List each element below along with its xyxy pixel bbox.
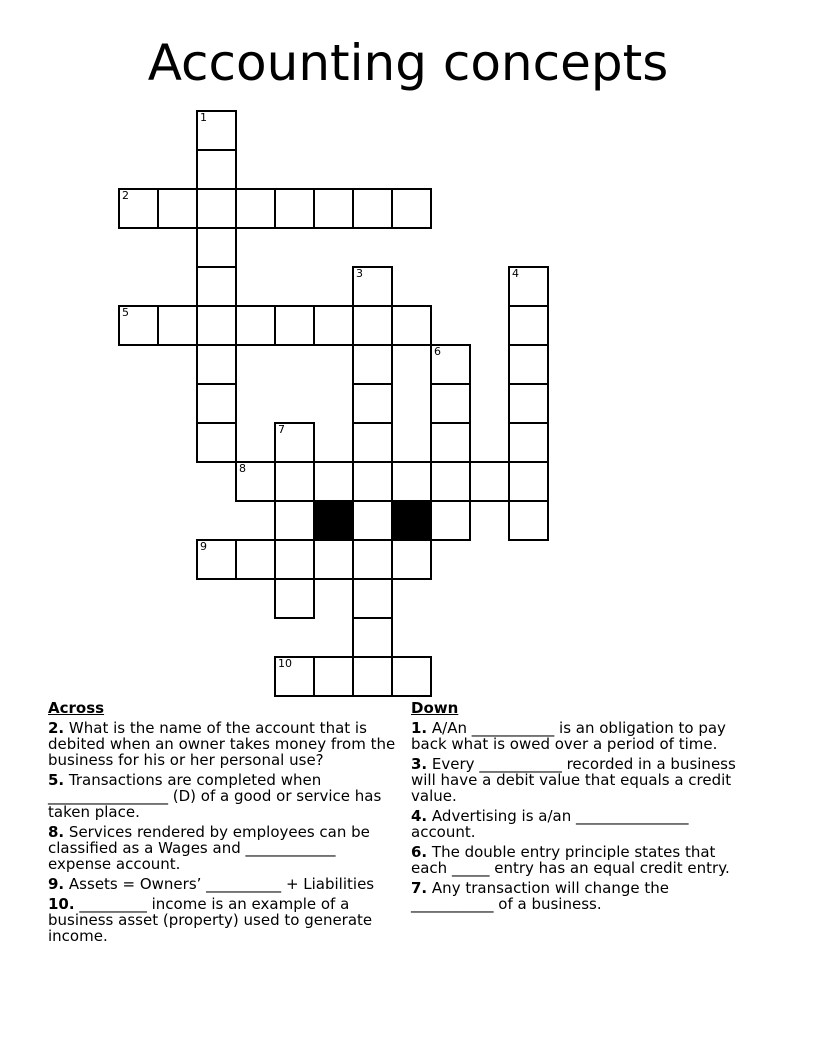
crossword-cell[interactable] [313,461,354,502]
clue-number: 1. [411,719,428,737]
clue-number-label: 8 [239,462,246,475]
crossword-cell[interactable] [430,500,471,541]
clue-text: Any transaction will change the ___________ of a business. [411,879,669,913]
across-clue-2 [48,720,400,768]
clue-number: 9. [48,875,65,893]
crossword-cell[interactable] [508,305,549,346]
crossword-cell[interactable] [391,461,432,502]
across-clue-5 [48,772,400,820]
clue-number: 3. [411,755,428,773]
crossword-cell[interactable] [196,305,237,346]
across-heading: Across [48,699,105,717]
crossword-cell[interactable] [508,266,549,307]
across-clues [48,700,400,948]
across-clue-9 [48,876,400,892]
crossword-cell[interactable] [274,188,315,229]
crossword-cell[interactable] [430,344,471,385]
crossword-cell[interactable] [196,266,237,307]
crossword-cell[interactable] [352,656,393,697]
crossword-cell[interactable] [196,344,237,385]
crossword-cell[interactable] [508,422,549,463]
crossword-cell[interactable] [508,500,549,541]
crossword-cell[interactable] [430,422,471,463]
clue-number: 5. [48,771,65,789]
crossword-cell[interactable] [196,188,237,229]
clue-number-label: 9 [200,540,207,553]
clue-text: Assets = Owners’ __________ + Liabilities [68,875,375,893]
crossword-cell[interactable] [157,188,198,229]
crossword-cell[interactable] [274,461,315,502]
across-clue-10 [48,896,400,944]
clue-text: Transactions are completed when ________________ (D) of a good or service has taken place. [48,771,382,821]
crossword-cell[interactable] [352,617,393,658]
crossword-cell[interactable] [508,383,549,424]
crossword-cell[interactable] [274,500,315,541]
crossword-cell[interactable] [196,149,237,190]
crossword-cell[interactable] [274,422,315,463]
clue-number: 6. [411,843,428,861]
clue-text: The double entry principle states that each _____ entry has an equal credit entry. [411,843,730,877]
down-clue-6 [411,844,756,876]
crossword-cell[interactable] [391,305,432,346]
crossword-cell[interactable] [313,539,354,580]
crossword-cell[interactable] [118,305,159,346]
clue-text: Advertising is a/an _______________ account. [411,807,689,841]
down-clue-7 [411,880,756,912]
clue-number: 7. [411,879,428,897]
crossword-cell[interactable] [352,188,393,229]
crossword-cell[interactable] [352,500,393,541]
crossword-cell[interactable] [352,539,393,580]
down-clue-3 [411,756,756,804]
crossword-cell[interactable] [430,383,471,424]
crossword-cell[interactable] [352,383,393,424]
crossword-cell[interactable] [313,305,354,346]
crossword-cell[interactable] [313,656,354,697]
black-cell [313,500,354,541]
down-clue-1 [411,720,756,752]
crossword-cell[interactable] [196,110,237,151]
across-clue-8 [48,824,400,872]
crossword-cell[interactable] [508,461,549,502]
clue-number: 2. [48,719,65,737]
down-clues [411,700,756,916]
crossword-cell[interactable] [352,578,393,619]
crossword-cell[interactable] [352,266,393,307]
crossword-cell[interactable] [196,383,237,424]
clue-number-label: 5 [122,306,129,319]
clue-text: Services rendered by employees can be classified as a Wages and ____________ expense account. [48,823,370,873]
crossword-cell[interactable] [391,539,432,580]
crossword-cell[interactable] [352,422,393,463]
crossword-cell[interactable] [157,305,198,346]
crossword-cell[interactable] [196,539,237,580]
crossword-cell[interactable] [274,656,315,697]
clue-text: What is the name of the account that is debited when an owner takes money from the business for his or her personal use? [48,719,396,769]
down-heading: Down [411,699,459,717]
crossword-cell[interactable] [274,305,315,346]
clue-number-label: 1 [200,111,207,124]
crossword-cell[interactable] [196,227,237,268]
crossword-cell[interactable] [508,344,549,385]
clue-text: Every ___________ recorded in a business will have a debit value that equals a credit value. [411,755,736,805]
crossword-cell[interactable] [235,188,276,229]
clue-number-label: 3 [356,267,363,280]
crossword-cell[interactable] [352,461,393,502]
clue-text: _________ income is an example of a business asset (property) used to generate income. [48,895,373,945]
crossword-cell[interactable] [235,539,276,580]
crossword-cell[interactable] [118,188,159,229]
clue-number-label: 2 [122,189,129,202]
crossword-cell[interactable] [274,578,315,619]
crossword-cell[interactable] [430,461,471,502]
clue-number-label: 4 [512,267,519,280]
clue-number: 10. [48,895,75,913]
crossword-cell[interactable] [352,344,393,385]
crossword-cell[interactable] [274,539,315,580]
clue-number-label: 6 [434,345,441,358]
crossword-cell[interactable] [391,188,432,229]
crossword-cell[interactable] [313,188,354,229]
page-title: Accounting concepts [147,34,669,92]
crossword-cell[interactable] [469,461,510,502]
crossword-cell[interactable] [391,656,432,697]
black-cell [391,500,432,541]
crossword-cell[interactable] [196,422,237,463]
clue-number-label: 10 [278,657,292,670]
down-clue-4 [411,808,756,840]
clue-text: A/An ___________ is an obligation to pay back what is owed over a period of time. [411,719,726,753]
clue-number-label: 7 [278,423,285,436]
crossword-cell[interactable] [235,461,276,502]
clue-number: 8. [48,823,65,841]
crossword-cell[interactable] [352,305,393,346]
crossword-cell[interactable] [235,305,276,346]
clue-number: 4. [411,807,428,825]
